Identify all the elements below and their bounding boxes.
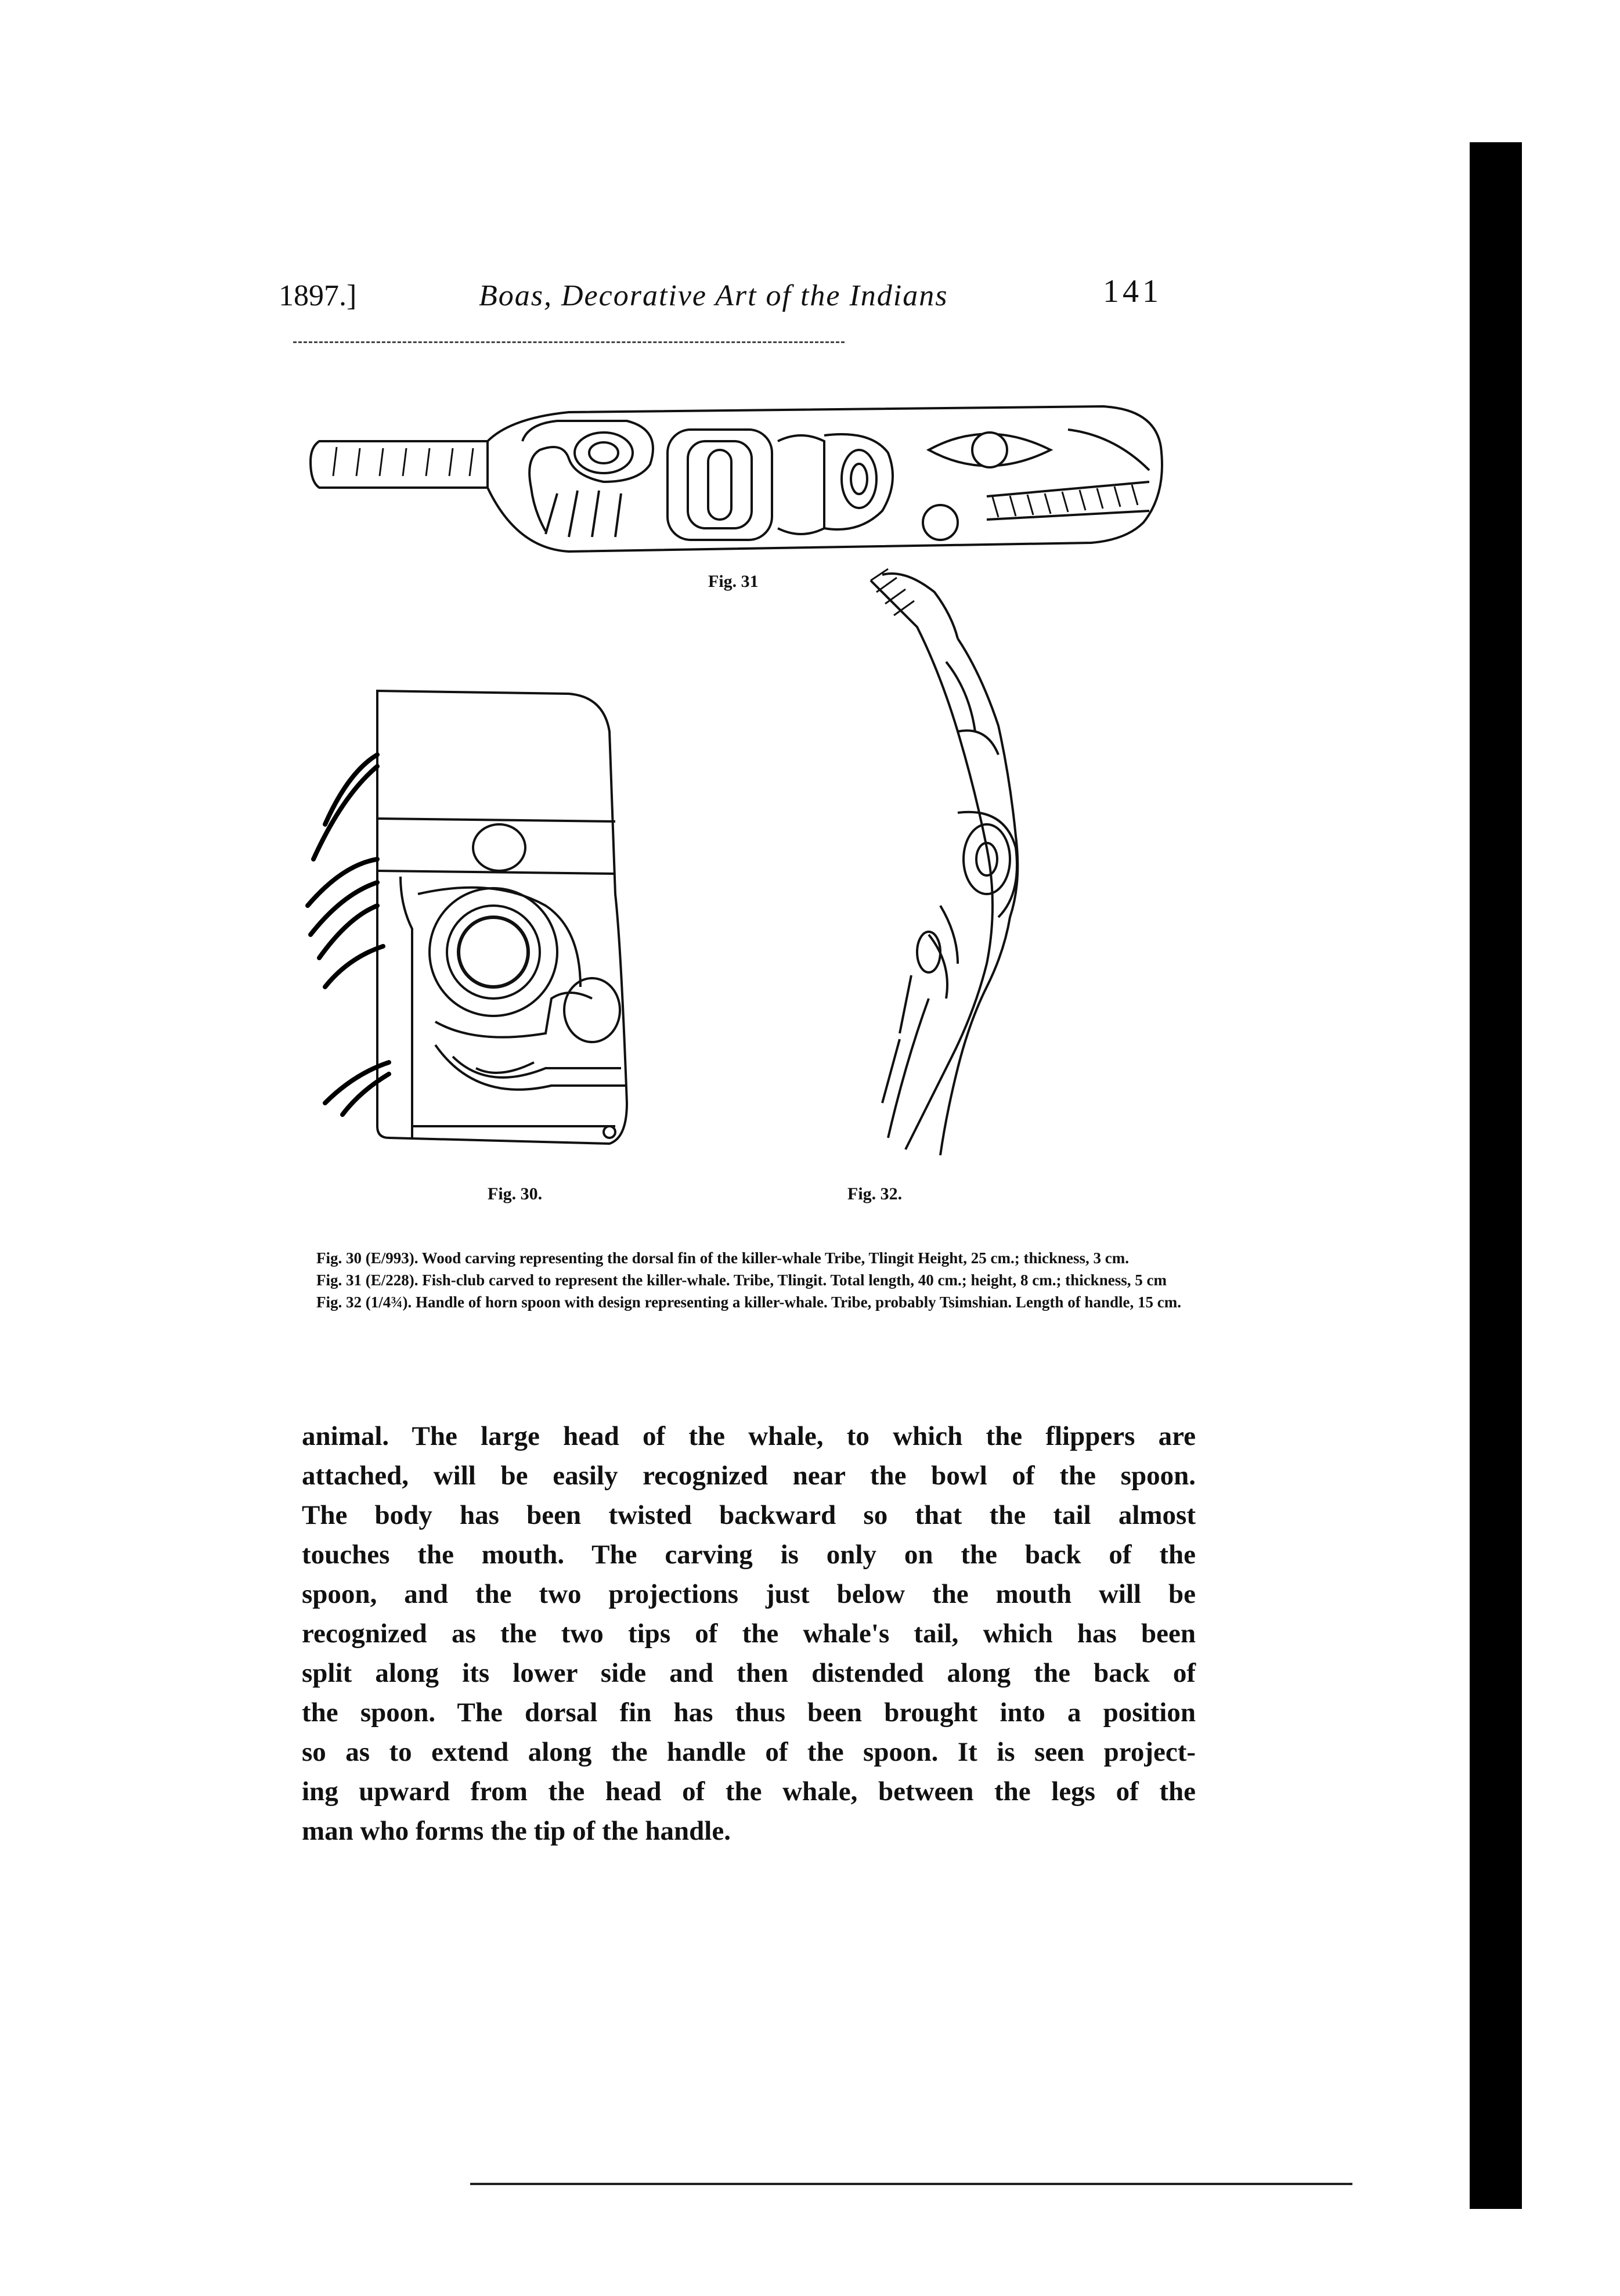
body-line: attached, will be easily recognized near the bowl of the spoon. [302, 1461, 1196, 1491]
scan-edge-bar [1470, 142, 1522, 2209]
caption-fig30: Fig. 30 (E/993). Wood carving representing the dorsal fin of the killer-whale Tribe, Tlingit Height, 25 cm.; thickness, 3 cm. [316, 1249, 1129, 1267]
fig31-fish-club-illustration [302, 395, 1184, 569]
body-line: The body has been twisted backward so that the tail almost [302, 1500, 1196, 1530]
body-line: so as to extend along the handle of the spoon. It is seen project- [302, 1737, 1196, 1767]
body-line: the spoon. The dorsal fin has thus been brought into a position [302, 1697, 1196, 1728]
caption-fig32: Fig. 32 (1/4¾). Handle of horn spoon with design representing a killer-whale. Tribe, probably Tsimshian. Length of handle, 15 cm. [316, 1293, 1181, 1311]
body-paragraph [302, 1416, 1196, 1851]
fig32-horn-spoon-handle-illustration [813, 557, 1114, 1161]
fig31-label: Fig. 31 [708, 572, 759, 591]
body-line: man who forms the tip of the handle. [302, 1816, 731, 1846]
page-number: 141 [1103, 273, 1162, 309]
body-line: spoon, and the two projections just below the mouth will be [302, 1579, 1196, 1609]
body-line: animal. The large head of the whale, to which the flippers are [302, 1421, 1196, 1451]
footer-rule [470, 2183, 1352, 2185]
header-year: 1897.] [279, 279, 357, 312]
caption-fig31: Fig. 31 (E/228). Fish-club carved to represent the killer-whale. Tribe, Tlingit. Total length, 40 cm.; height, 8 cm.; thickness, 5 cm [316, 1271, 1167, 1289]
fig30-dorsal-fin-carving-illustration [302, 685, 685, 1161]
fig32-label: Fig. 32. [847, 1184, 903, 1203]
figure-captions [316, 1248, 1196, 1314]
header-title: Boas, Decorative Art of the Indians [479, 279, 948, 312]
body-line: ing upward from the head of the whale, between the legs of the [302, 1776, 1196, 1807]
body-line: recognized as the two tips of the whale's tail, which has been [302, 1619, 1196, 1649]
fig30-label: Fig. 30. [488, 1184, 543, 1203]
header-rule [293, 341, 845, 343]
body-line: touches the mouth. The carving is only on the back of the [302, 1540, 1196, 1570]
running-head [279, 273, 1196, 325]
body-line: split along its lower side and then distended along the back of [302, 1658, 1196, 1688]
